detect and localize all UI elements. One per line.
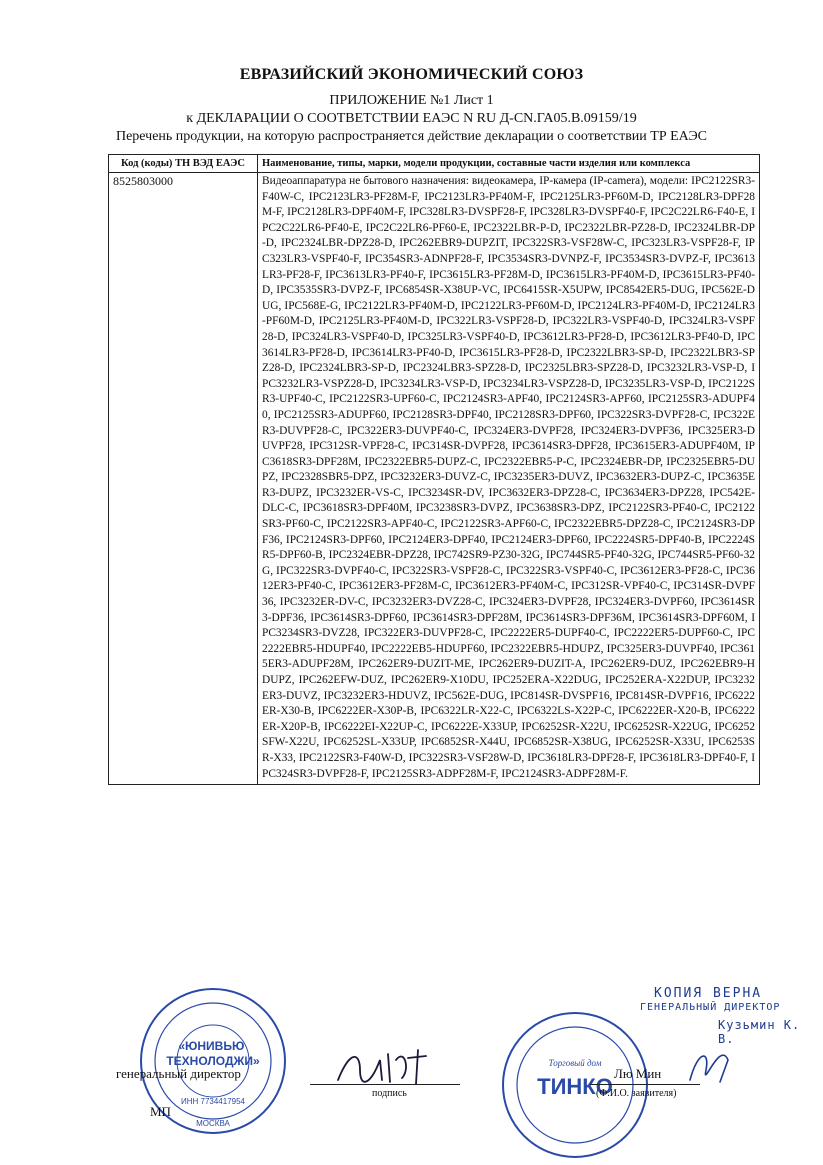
copy-stamp-name: Кузьмин К. В.	[718, 1018, 801, 1046]
name-caption: (Ф.И.О. заявителя)	[596, 1088, 677, 1099]
mp-label: МП	[150, 1104, 171, 1119]
row-description: Видеоаппаратура не бытового назначения: видеокамера, IP-камера (IP-camera), модели: IPC2122SR3-F40W-C, IPC2123LR3-PF28M-F, IPC2123LR3-PF40M-F, IPC2125LR3-PF60M-D, IPC2128LR3-DPF28M-F, IPC2128LR3-DPF40M-F, IPC328LR3-DVSPF28-F, IPC328LR3-DVSPF40-F, IPC2C22LR6-F40-E, IPC2C22LR6-PF40-E, IPC2C22LR6-PF60-E, IPC2322LBR-P-D, IPC2322LBR-PZ28-D, IPC2324LBR-DP-D, IPC2324LBR-DPZ28-D, IPC262EBR9-DUPZIT, IPC322SR3-VSF28W-C, IPC323LR3-VSPF28-F, IPC323LR3-VSPF40-F, IPC354SR3-ADNPF28-F, IPC3534SR3-DVNPZ-F, IPC3534SR3-DVPZ-F, IPC3613LR3-PF28-F, IPC3613LR3-PF40-F, IPC3615LR3-PF28M-D, IPC3615LR3-PF40M-D, IPC3615LR3-PF40-D, IPC3535SR3-DVPZ-F, IPC6854SR-X38UP-VC, IPC6415SR-X5UPW, IPC8542ER5-DUG, IPC562E-DUG, IPC568E-G, IPC2122LR3-PF40M-D, IPC2122LR3-PF60M-D, IPC2124LR3-PF40M-D, IPC2124LR3-PF60M-D, IPC2125LR3-PF40M-D, IPC322LR3-VSPF28-D, IPC322LR3-VSPF40-D, IPC324LR3-VSPF28-D, IPC324LR3-VSPF40-D, IPC325LR3-VSPF40-D, IPC3612LR3-PF28-D, IPC3612LR3-PF40-D, IPC3614LR3-PF28-D, IPC3614LR3-PF40-D, IPC3615LR3-PF28-D, IPC2322LBR3-SP-D, IPC2322LBR3-SPZ28-D, IPC2324LBR3-SP-D, IPC2324LBR3-SPZ28-D, IPC2325LBR3-SPZ28-D, IPC3232LR3-VSP-D, IPC3232LR3-VSPZ28-D, IPC3234LR3-VSP-D, IPC3234LR3-VSPZ28-D, IPC3235LR3-VSP-D, IPC2122SR3-UPF40-C, IPC2122SR3-UPF60-C, IPC2124SR3-APF40, IPC2124SR3-APF60, IPC2125SR3-ADUPF40, IPC2125SR3-ADUPF60, IPC2128SR3-DPF40, IPC2128SR3-DPF60, IPC322SR3-DVPF28-C, IPC322ER3-DUVPF28-C, IPC322ER3-DUVPF40-C, IPC324ER3-DVPF28, IPC324ER3-DVPF36, IPC325ER3-DUVPF28, IPC312SR-VPF28-C, IPC314SR-DVPF28, IPC3614SR3-DPF28, IPC3615ER3-ADUPF40M, IPC3618SR3-DPF28M, IPC2322EBR5-DUPZ-C, IPC2322EBR5-P-C, IPC2324EBR-DP, IPC2325EBR5-DUPZ, IPC2328SBR5-DPZ, IPC3232ER3-DUVZ-C, IPC3235ER3-DUVZ, IPC3632ER3-DUPZ-C, IPC3635ER3-DUPZ, IPC3232ER-VS-C, IPC3234SR-DV, IPC3632ER3-DPZ28-C, IPC3634ER3-DPZ28, IPC542E-DLC-C, IPC3618SR3-DPF40M, IPC3238SR3-DVPZ, IPC3638SR3-DPZ, IPC2122SR3-PF40-C, IPC2122SR3-PF60-C, IPC2122SR3-APF40-C, IPC2122SR3-APF60-C, IPC2322EBR5-DPZ28-C, IPC2124SR3-DPF36, IPC2124SR3-DPF60, IPC2124ER3-DPF40, IPC2124ER3-DPF60, IPC2224SR5-DPF40-B, IPC2224SR5-DPF60-B, IPC2324EBR-DPZ28, IPC742SR9-PZ30-32G, IPC744SR5-PF40-32G, IPC744SR5-PF60-32G, IPC322SR3-DVPF40-C, IPC322SR3-VSPF28-C, IPC322SR3-VSPF40-C, IPC3612ER3-PF28-C, IPC3612ER3-PF40-C, IPC3612ER3-PF28M-C, IPC3612ER3-PF40M-C, IPC312SR-VPF40-C, IPC314SR-DVPF36, IPC3232ER-DV-C, IPC3232ER3-DVZ28-C, IPC324ER3-DVPF28, IPC324ER3-DVPF60, IPC3614SR3-DPF36, IPC3614SR3-DPF60, IPC3614SR3-DPF28M, IPC3614SR3-DPF36M, IPC3614SR3-DPF60M, IPC3234SR3-DVZ28, IPC322ER3-DUVPF28-C, IPC2222ER5-DUPF40-C, IPC2222ER5-DUPF60-C, IPC2222EBR5-HDUPF40, IPC2222EB5-HDUPF60, IPC2322EBR5-HDUPZ, IPC325ER3-DUVPF40, IPC3615ER3-ADUPF28M, IPC262ER9-DUZIT-ME, IPC262ER9-DUZIT-A, IPC262ER9-DUZ, IPC262EBR9-HDUPZ, IPC262EFW-DUZ, IPC262ER9-X10DU, IPC252ERA-X22DUG, IPC252ERA-X22DUP, IPC3232ER3-DUVZ, IPC3232ER3-HDUVZ, IPC562E-DUG, IPC814SR-DVSPF16, IPC814SR-DVPF16, IPC6222ER-X30-B, IPC6222ER-X30P-B, IPC6322LR-X22-C, IPC6322LS-X22P-C, IPC6222ER-X20-B, IPC6222ER-X20P-B, IPC6222EI-X22UP-C, IPC6222E-X33UP, IPC6252SR-X22U, IPC6252SR-X22UG, IPC6252SFW-X22U, IPC6252SL-X33UP, IPC6852SR-X44U, IPC6852SR-X38UG, IPC6252SR-X33U, IPC6253SR-X33, IPC2122SR3-F40W-D, IPC322SR3-VSF28W-D, IPC3618LR3-DPF28-F, IPC3618LR3-DPF40-F, IPC324SR3-DVPF28-F, IPC2125SR3-ADPF28M-F, IPC2124SR3-ADPF28M-F.	[258, 173, 760, 785]
signature-caption: подпись	[372, 1088, 407, 1099]
position-label: генеральный директор	[116, 1066, 241, 1081]
row-code: 8525803000	[109, 173, 258, 785]
table-row	[109, 173, 760, 785]
left-seal-city: МОСКВА	[196, 1119, 230, 1128]
signature-area	[0, 980, 823, 1165]
left-seal-inn: ИНН 7734417954	[180, 1097, 246, 1106]
document-header	[0, 66, 823, 146]
union-title: ЕВРАЗИЙСКИЙ ЭКОНОМИЧЕСКИЙ СОЮЗ	[239, 66, 584, 83]
column-header-code: Код (коды) ТН ВЭД ЕАЭС	[109, 155, 258, 173]
copy-stamp-position: ГЕНЕРАЛЬНЫЙ ДИРЕКТОР	[640, 1002, 781, 1013]
appendix-line: ПРИЛОЖЕНИЕ №1 Лист 1	[329, 93, 494, 108]
copy-stamp-title: КОПИЯ ВЕРНА	[654, 986, 763, 1001]
column-header-name: Наименование, типы, марки, модели продукции, составные части изделия или комплекса	[258, 155, 760, 173]
signature-image	[330, 1040, 440, 1090]
left-seal-name: «ЮНИВЬЮ ТЕХНОЛОДЖИ»	[166, 1039, 260, 1068]
company-seal-right	[500, 1010, 650, 1160]
applicant-name: Лю Мин	[614, 1066, 662, 1081]
products-table	[108, 154, 760, 785]
declaration-line: к ДЕКЛАРАЦИИ О СООТВЕТСТВИИ ЕАЭС N RU Д-CN.ГА05.В.09159/19	[186, 111, 637, 126]
table-header-row	[109, 155, 760, 173]
right-seal-sub: Торговый дом	[548, 1058, 602, 1068]
right-seal-name: ТИНКО	[537, 1074, 613, 1099]
scope-line: Перечень продукции, на которую распространяется действие декларации о соответствии ТР ЕАЭС	[115, 129, 708, 144]
copy-signature-image	[680, 1030, 740, 1090]
